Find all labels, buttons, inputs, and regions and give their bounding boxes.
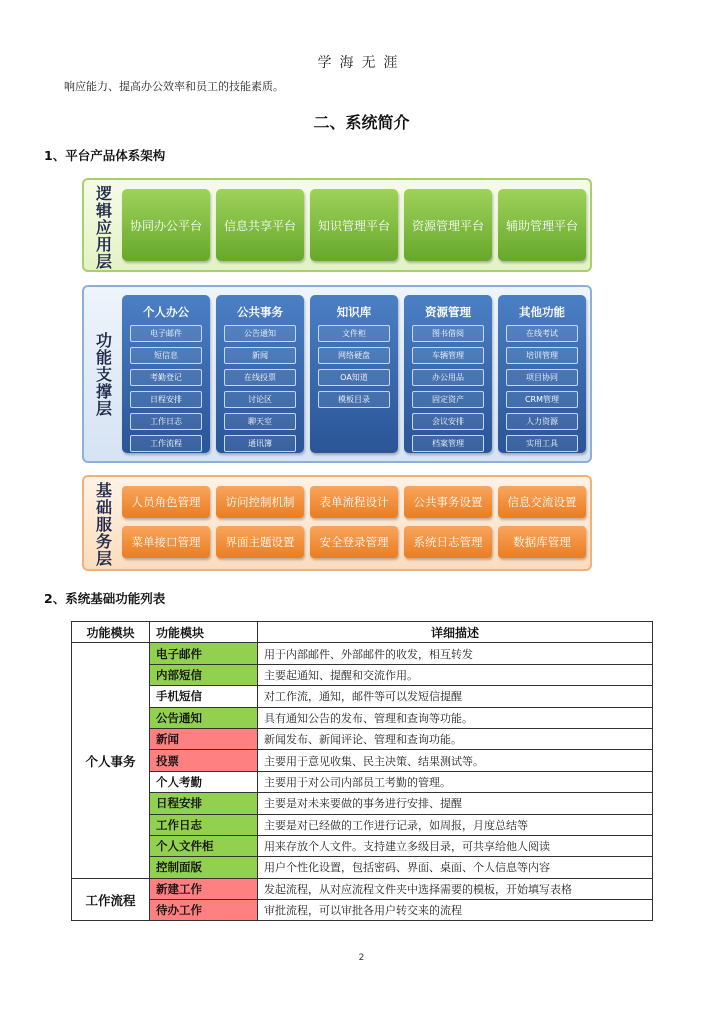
table-row	[72, 878, 653, 899]
layer-label: 功能支撑层	[95, 331, 112, 418]
function-column-title: 公共事务	[237, 305, 283, 319]
table-header-row	[72, 622, 653, 643]
function-name: 手机短信	[150, 686, 258, 707]
function-item: CRM管理	[506, 391, 578, 408]
table-row	[72, 793, 653, 814]
function-item: 工作日志	[130, 413, 202, 430]
function-column	[404, 295, 492, 453]
function-column-title: 资源管理	[425, 305, 471, 319]
column-header: 详细描述	[258, 622, 653, 643]
function-item: 在线考试	[506, 325, 578, 342]
service-box: 菜单接口管理	[122, 526, 210, 558]
service-box: 数据库管理	[498, 526, 586, 558]
function-column	[122, 295, 210, 453]
function-item: 考勤登记	[130, 369, 202, 386]
function-desc: 用于内部邮件、外部邮件的收发，相互转发	[258, 643, 653, 664]
function-name: 工作日志	[150, 814, 258, 835]
table-row	[72, 900, 653, 921]
table-row	[72, 707, 653, 728]
service-box: 公共事务设置	[404, 486, 492, 518]
function-column	[216, 295, 304, 453]
function-desc: 用户个性化设置，包括密码、界面、桌面、个人信息等内容	[258, 857, 653, 878]
function-desc: 主要用于对公司内部员工考勤的管理。	[258, 771, 653, 792]
function-item: 档案管理	[412, 435, 484, 452]
logic-application-layer	[82, 178, 592, 272]
service-box: 访问控制机制	[216, 486, 304, 518]
function-item: 固定资产	[412, 391, 484, 408]
function-name: 电子邮件	[150, 643, 258, 664]
function-name: 日程安排	[150, 793, 258, 814]
function-item: 日程安排	[130, 391, 202, 408]
platform-box: 信息共享平台	[216, 189, 304, 261]
function-item: OA知道	[318, 369, 390, 386]
function-item: 通讯簿	[224, 435, 296, 452]
page-header: 学海无涯	[317, 55, 406, 71]
function-item: 办公用品	[412, 369, 484, 386]
function-name: 公告通知	[150, 707, 258, 728]
table-row	[72, 857, 653, 878]
table-row	[72, 664, 653, 685]
function-desc: 主要用于意见收集、民主决策、结果测试等。	[258, 750, 653, 771]
service-box: 信息交流设置	[498, 486, 586, 518]
function-item: 实用工具	[506, 435, 578, 452]
function-table	[71, 621, 653, 921]
basic-service-layer	[82, 475, 592, 571]
function-item: 电子邮件	[130, 325, 202, 342]
function-item: 车辆管理	[412, 347, 484, 364]
function-column	[310, 295, 398, 453]
function-column-title: 其他功能	[519, 305, 565, 319]
table-row	[72, 643, 653, 664]
function-item: 图书借阅	[412, 325, 484, 342]
platform-box: 资源管理平台	[404, 189, 492, 261]
service-box: 系统日志管理	[404, 526, 492, 558]
function-item: 工作流程	[130, 435, 202, 452]
function-item: 项目协同	[506, 369, 578, 386]
table-row	[72, 750, 653, 771]
function-name: 待办工作	[150, 900, 258, 921]
function-name: 个人文件柜	[150, 835, 258, 856]
function-item: 聊天室	[224, 413, 296, 430]
platform-box: 辅助管理平台	[498, 189, 586, 261]
function-name: 内部短信	[150, 664, 258, 685]
table-row	[72, 686, 653, 707]
function-desc: 主要起通知、提醒和交流作用。	[258, 664, 653, 685]
subsection-title-function-list: 2、系统基础功能列表	[44, 591, 166, 606]
function-desc: 新闻发布、新闻评论、管理和查询功能。	[258, 728, 653, 749]
platform-box: 协同办公平台	[122, 189, 210, 261]
function-item: 新闻	[224, 347, 296, 364]
function-name: 新闻	[150, 728, 258, 749]
platform-box: 知识管理平台	[310, 189, 398, 261]
layer-label: 基础服务层	[95, 481, 112, 568]
function-desc: 对工作流，通知，邮件等可以发短信提醒	[258, 686, 653, 707]
function-item: 模板目录	[318, 391, 390, 408]
function-name: 新建工作	[150, 878, 258, 899]
module-cell: 个人事务	[72, 643, 150, 878]
service-box: 表单流程设计	[310, 486, 398, 518]
function-desc: 具有通知公告的发布、管理和查询等功能。	[258, 707, 653, 728]
function-item: 短信息	[130, 347, 202, 364]
function-item: 网络硬盘	[318, 347, 390, 364]
module-cell: 工作流程	[72, 878, 150, 921]
layer-label: 逻辑应用层	[95, 184, 112, 271]
function-desc: 用来存放个人文件。支持建立多级目录，可共享给他人阅读	[258, 835, 653, 856]
function-item: 讨论区	[224, 391, 296, 408]
column-header: 功能模块	[72, 622, 150, 643]
function-item: 培训管理	[506, 347, 578, 364]
table-row	[72, 771, 653, 792]
table-row	[72, 814, 653, 835]
function-support-layer	[82, 285, 592, 463]
service-box: 人员角色管理	[122, 486, 210, 518]
service-box: 界面主题设置	[216, 526, 304, 558]
page-number: 2	[358, 953, 365, 963]
function-desc: 审批流程，可以审批各用户转交来的流程	[258, 900, 653, 921]
table-row	[72, 728, 653, 749]
function-column-title: 知识库	[336, 305, 372, 319]
function-item: 文件柜	[318, 325, 390, 342]
function-column-title: 个人办公	[143, 305, 189, 319]
function-item: 会议安排	[412, 413, 484, 430]
function-item: 公告通知	[224, 325, 296, 342]
function-desc: 发起流程，从对应流程文件夹中选择需要的模板，开始填写表格	[258, 878, 653, 899]
function-item: 在线投票	[224, 369, 296, 386]
subsection-title-architecture: 1、平台产品体系架构	[44, 148, 166, 163]
section-title: 二、系统简介	[313, 113, 410, 132]
function-column	[498, 295, 586, 453]
function-name: 投票	[150, 750, 258, 771]
table-row	[72, 835, 653, 856]
function-desc: 主要是对未来要做的事务进行安排、提醒	[258, 793, 653, 814]
column-header: 功能模块	[150, 622, 258, 643]
service-box: 安全登录管理	[310, 526, 398, 558]
function-name: 控制面版	[150, 857, 258, 878]
intro-text: 响应能力、提高办公效率和员工的技能素质。	[64, 80, 284, 93]
function-item: 人力资源	[506, 413, 578, 430]
function-desc: 主要是对已经做的工作进行记录，如周报，月度总结等	[258, 814, 653, 835]
function-name: 个人考勤	[150, 771, 258, 792]
